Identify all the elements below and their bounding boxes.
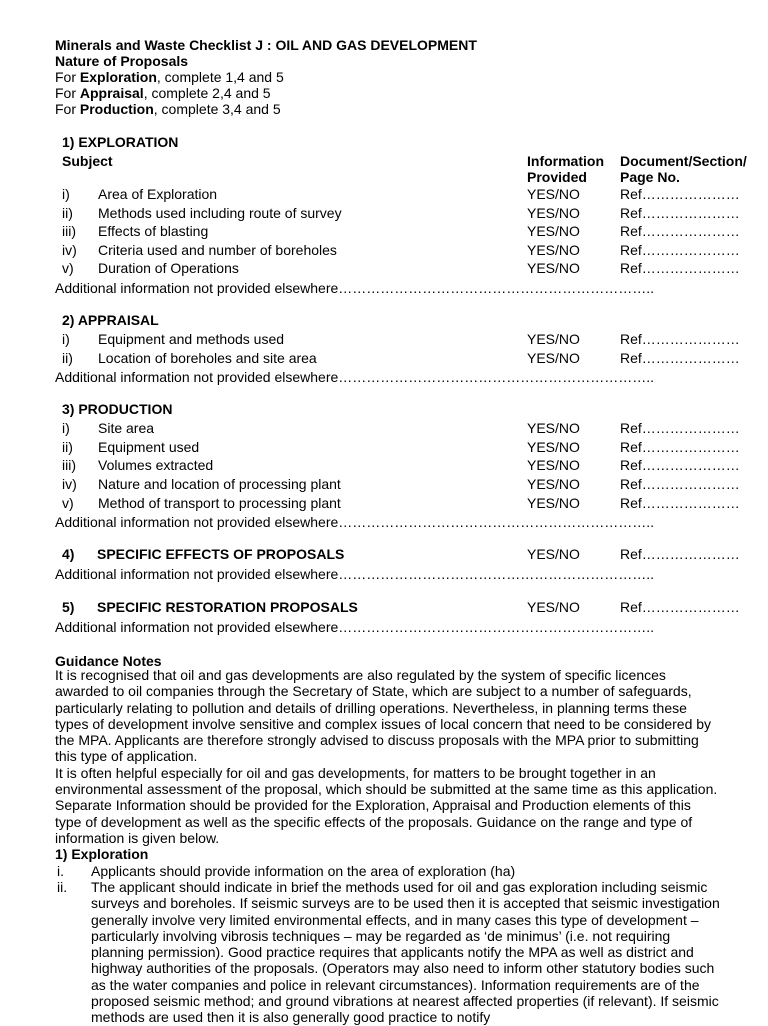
row-subject: Volumes extracted — [98, 457, 214, 473]
instruction-appraisal: For Appraisal, complete 2,4 and 5 — [55, 85, 271, 101]
ref-field[interactable]: Ref………………… — [620, 599, 740, 615]
yes-no-field[interactable]: YES/NO — [527, 331, 580, 347]
row-number: iv) — [62, 476, 77, 492]
row-number: i) — [62, 420, 70, 436]
row-number: iii) — [62, 457, 76, 473]
guidance-notes-title: Guidance Notes — [55, 653, 162, 669]
document-title: Minerals and Waste Checklist J : OIL AND GAS DEVELOPMENT — [55, 37, 477, 53]
ref-field[interactable]: Ref………………… — [620, 331, 740, 347]
row-subject: Location of boreholes and site area — [98, 350, 317, 366]
additional-info-line[interactable]: Additional information not provided elsewhere………………………………………………………….. — [55, 566, 655, 582]
row-subject: Criteria used and number of boreholes — [98, 242, 337, 258]
yes-no-field[interactable]: YES/NO — [527, 223, 580, 239]
note-text: Applicants should provide information on the area of exploration (ha) — [91, 863, 516, 879]
note-text: The applicant should indicate in brief the methods used for oil and gas exploration including seismic surveys and boreholes. If seismic surveys are to be used then it is accepted that seismic investigation generally involve very limited environmental effects, and in many cases this type of development – particularly involving vibrosis techniques – may be regarded as ‘de minimus’ (i.e. not requiring planning permission). Good practice requires that applicants notify the MPA as well as district and highway authorities of the proposals. (Operators may also need to inform other statutory bodies such as the water companies and police in relevant circumstances). Information requirements are of the proposed seismic method; and ground vibrations at nearest affected properties (if relevant). If seismic methods are used then it is also generally good practice to notify — [91, 879, 720, 1026]
yes-no-field[interactable]: YES/NO — [527, 350, 580, 366]
note-number: i. — [57, 863, 64, 879]
row-number: i) — [62, 186, 70, 202]
instruction-exploration: For Exploration, complete 1,4 and 5 — [55, 69, 284, 85]
ref-field[interactable]: Ref………………… — [620, 205, 740, 221]
row-number: i) — [62, 331, 70, 347]
section-production-title: 3) PRODUCTION — [62, 401, 173, 417]
ref-field[interactable]: Ref………………… — [620, 457, 740, 473]
row-subject: Methods used including route of survey — [98, 205, 342, 221]
ref-field[interactable]: Ref………………… — [620, 476, 740, 492]
row-number: ii) — [62, 205, 73, 221]
section-exploration-title: 1) EXPLORATION — [62, 134, 179, 150]
ref-field[interactable]: Ref………………… — [620, 546, 740, 562]
column-doc-header-line2: Page No. — [620, 169, 680, 185]
row-subject: Equipment used — [98, 439, 200, 455]
column-subject-header: Subject — [62, 153, 113, 169]
row-number: iv) — [62, 242, 77, 258]
row-number: iii) — [62, 223, 76, 239]
row-subject: Nature and location of processing plant — [98, 476, 341, 492]
yes-no-field[interactable]: YES/NO — [527, 495, 580, 511]
instruction-production: For Production, complete 3,4 and 5 — [55, 101, 281, 117]
yes-no-field[interactable]: YES/NO — [527, 476, 580, 492]
ref-field[interactable]: Ref………………… — [620, 439, 740, 455]
yes-no-field[interactable]: YES/NO — [527, 260, 580, 276]
section-restoration-title: SPECIFIC RESTORATION PROPOSALS — [97, 599, 358, 615]
guidance-paragraph: It is often helpful especially for oil and gas developments, for matters to be brought together in an environmental assessment of the proposal, which should be submitted at the same time as this application. Separate Information should be provided for the Exploration, Appraisal and Production elements of this type of development as well as the specific effects of the proposals. Guidance on the range and type of information is given below. — [55, 764, 718, 846]
yes-no-field[interactable]: YES/NO — [527, 205, 580, 221]
ref-field[interactable]: Ref………………… — [620, 186, 740, 202]
row-subject: Equipment and methods used — [98, 331, 285, 347]
row-subject: Method of transport to processing plant — [98, 495, 341, 511]
yes-no-field[interactable]: YES/NO — [527, 546, 580, 562]
yes-no-field[interactable]: YES/NO — [527, 599, 580, 615]
section-effects-number: 4) — [62, 546, 75, 562]
column-info-header-line2: Provided — [527, 169, 587, 185]
guidance-subheading: 1) Exploration — [55, 846, 149, 863]
row-number: v) — [62, 260, 74, 276]
guidance-paragraph: It is recognised that oil and gas developments are also regulated by the system of specific licences awarded to oil companies through the Secretary of State, which are subject to a number of safeguards, particularly relating to pollution and details of drilling operations. Nevertheless, in planning terms these types of development involve sensitive and complex issues of local concern that need to be considered by the MPA. Applicants are therefore strongly advised to discuss proposals with the MPA prior to submitting this type of application. — [55, 667, 712, 765]
section-restoration-number: 5) — [62, 599, 75, 615]
ref-field[interactable]: Ref………………… — [620, 420, 740, 436]
ref-field[interactable]: Ref………………… — [620, 350, 740, 366]
ref-field[interactable]: Ref………………… — [620, 242, 740, 258]
section-appraisal-title: 2) APPRAISAL — [62, 312, 159, 328]
column-doc-header-line1: Document/Section/ — [620, 153, 747, 169]
row-number: v) — [62, 495, 74, 511]
yes-no-field[interactable]: YES/NO — [527, 420, 580, 436]
ref-field[interactable]: Ref………………… — [620, 495, 740, 511]
ref-field[interactable]: Ref………………… — [620, 260, 740, 276]
additional-info-line[interactable]: Additional information not provided elsewhere………………………………………………………….. — [55, 514, 655, 530]
yes-no-field[interactable]: YES/NO — [527, 186, 580, 202]
yes-no-field[interactable]: YES/NO — [527, 457, 580, 473]
row-number: ii) — [62, 350, 73, 366]
additional-info-line[interactable]: Additional information not provided elsewhere………………………………………………………….. — [55, 280, 655, 296]
document-subtitle: Nature of Proposals — [55, 53, 189, 69]
row-subject: Effects of blasting — [98, 223, 209, 239]
yes-no-field[interactable]: YES/NO — [527, 242, 580, 258]
yes-no-field[interactable]: YES/NO — [527, 439, 580, 455]
guidance-body — [55, 667, 720, 863]
row-subject: Site area — [98, 420, 155, 436]
row-subject: Area of Exploration — [98, 186, 218, 202]
note-number: ii. — [57, 879, 68, 895]
section-effects-title: SPECIFIC EFFECTS OF PROPOSALS — [97, 546, 345, 562]
additional-info-line[interactable]: Additional information not provided elsewhere………………………………………………………….. — [55, 619, 655, 635]
column-info-header-line1: Information — [527, 153, 604, 169]
ref-field[interactable]: Ref………………… — [620, 223, 740, 239]
additional-info-line[interactable]: Additional information not provided elsewhere………………………………………………………….. — [55, 369, 655, 385]
row-number: ii) — [62, 439, 73, 455]
row-subject: Duration of Operations — [98, 260, 239, 276]
